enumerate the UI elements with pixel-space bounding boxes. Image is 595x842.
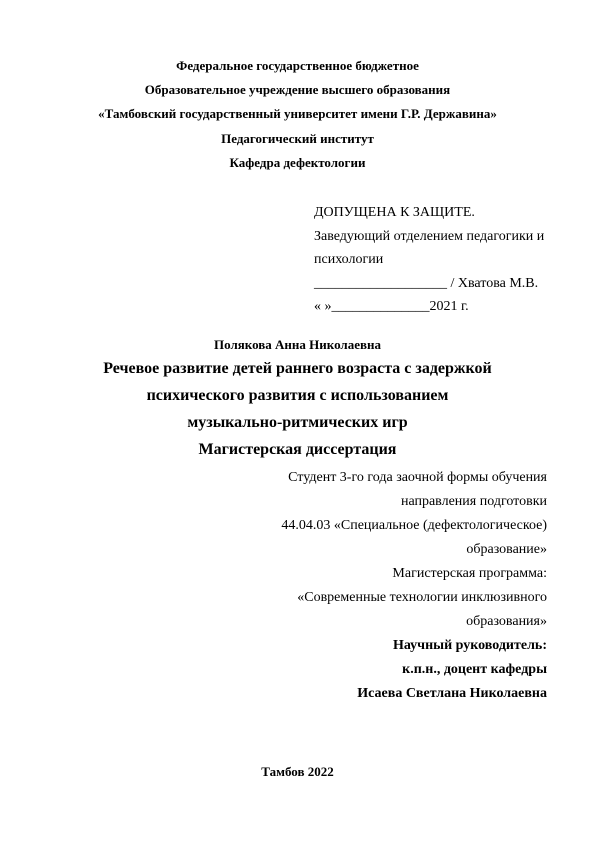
thesis-title-line-3: музыкально-ритмических игр	[187, 414, 408, 431]
student-info-line-3: 44.04.03 «Специальное (дефектологическое)	[281, 518, 547, 533]
institute-name: Педагогический институт	[221, 131, 374, 146]
institution-line-1: Федеральное государственное бюджетное	[176, 58, 419, 73]
department-name: Кафедра дефектологии	[229, 155, 366, 170]
program-name-line-1: «Современные технологии инклюзивного	[297, 590, 547, 605]
author-name: Полякова Анна Николаевна	[214, 337, 381, 352]
admitted-label: ДОПУЩЕНА К ЗАЩИТЕ.	[314, 205, 475, 220]
student-info-line-1: Студент 3-го года заочной формы обучения	[288, 470, 547, 485]
program-label: Магистерская программа:	[392, 566, 547, 581]
supervisor-rank: к.п.н., доцент кафедры	[402, 662, 547, 677]
approval-date-line: « »______________2021 г.	[314, 299, 469, 314]
supervisor-label: Научный руководитель:	[393, 638, 547, 653]
approver-position-line-2: психологии	[314, 252, 384, 267]
supervisor-name: Исаева Светлана Николаевна	[357, 686, 547, 701]
thesis-title-line-1: Речевое развитие детей раннего возраста с задержкой	[103, 360, 492, 377]
student-info-line-2: направления подготовки	[400, 494, 547, 509]
approver-position-line-1: Заведующий отделением педагогики и	[314, 229, 545, 244]
thesis-type: Магистерская диссертация	[198, 441, 397, 458]
institution-line-2: Образовательное учреждение высшего образования	[144, 82, 451, 97]
program-name-line-2: образования»	[466, 614, 547, 629]
student-info-line-4: образование»	[466, 542, 547, 557]
institution-line-3: «Тамбовский государственный университет имени Г.Р. Державина»	[98, 106, 497, 121]
city-year: Тамбов 2022	[261, 764, 334, 779]
thesis-title-line-2: психического развития с использованием	[146, 387, 449, 404]
signature-line: ___________________ / Хватова М.В.	[314, 276, 539, 291]
